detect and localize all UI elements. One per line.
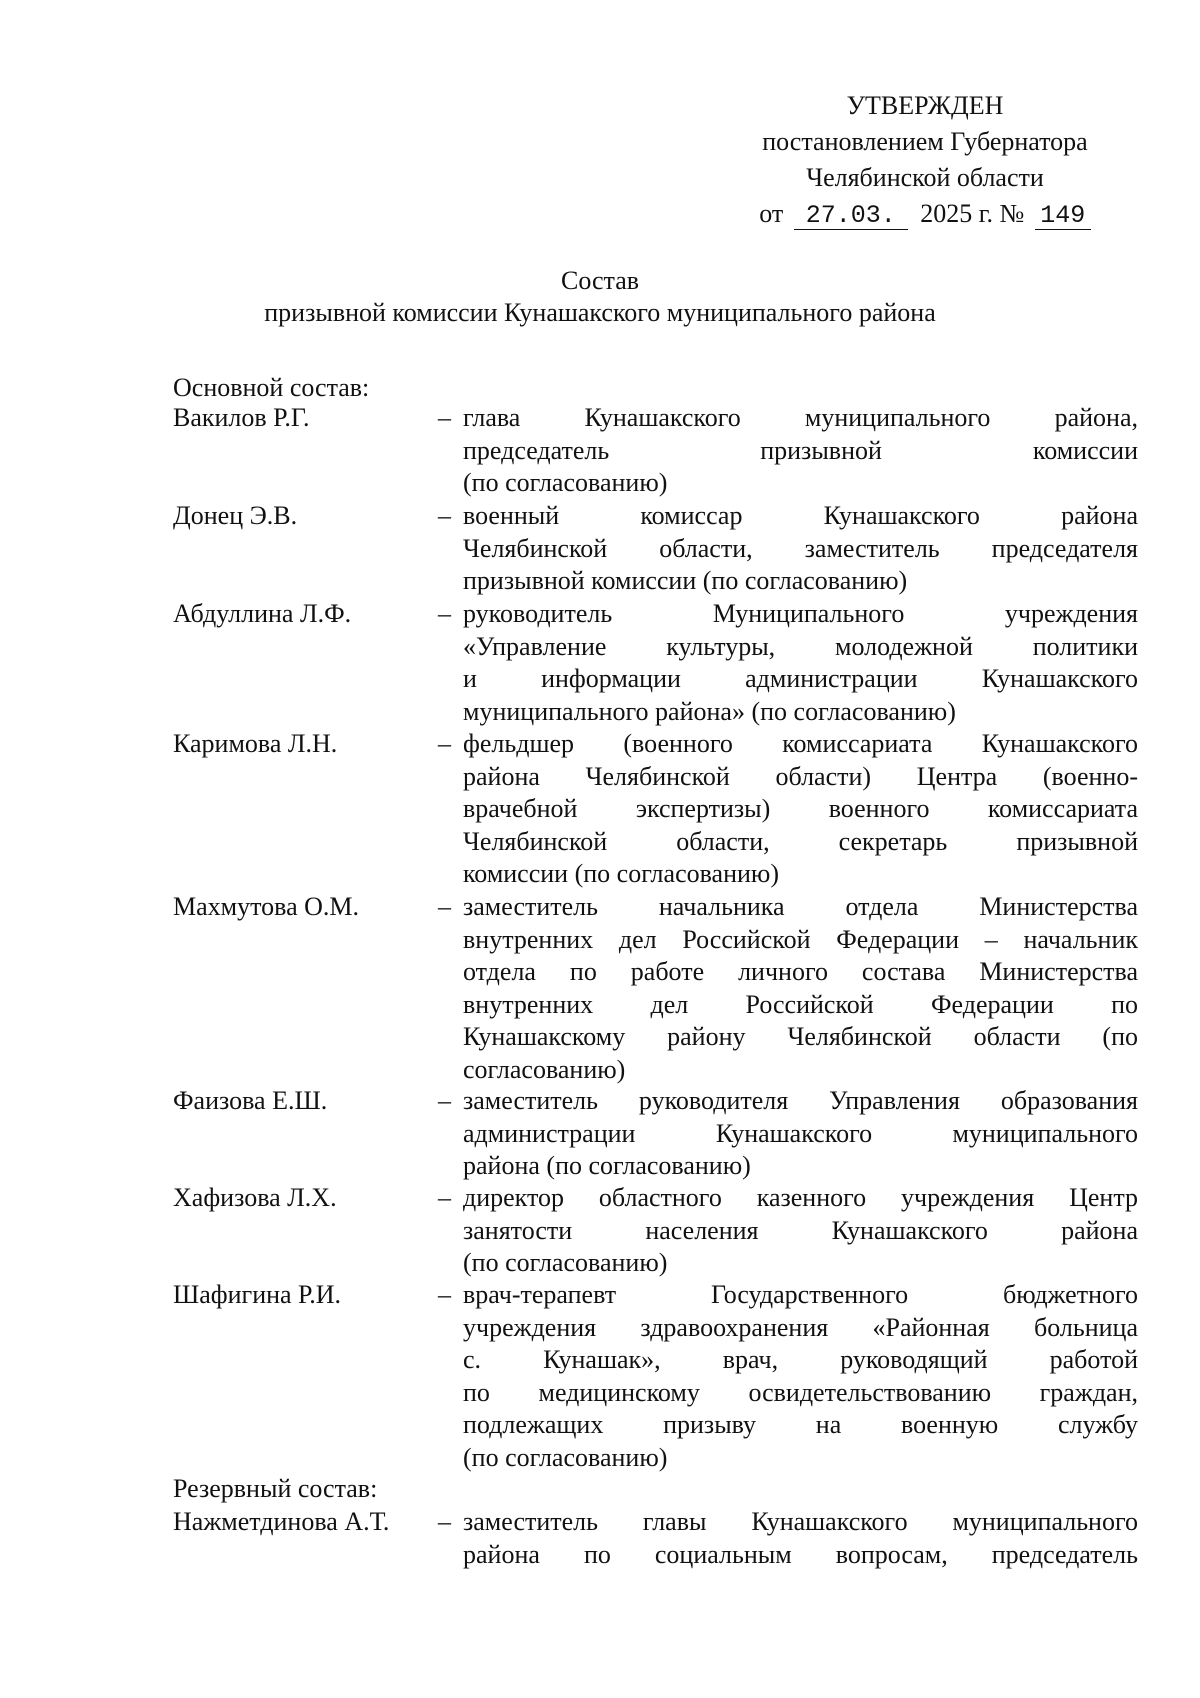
member-dash: –: [438, 1280, 451, 1309]
member-description-line: внутренних дел Российской Федерации – начальник: [463, 924, 1138, 954]
member-description: [463, 728, 1138, 891]
reserve-section-label: Резервный состав:: [173, 1474, 378, 1503]
member-dash: –: [438, 892, 451, 921]
member-description-line: отдела по работе личного состава Министерства: [463, 957, 1138, 986]
member-description-line: внутренних дел Российской Федерации по: [463, 989, 1138, 1019]
member-name: Каримова Л.Н.: [173, 729, 338, 758]
approval-date-prefix: от: [759, 199, 784, 228]
member-description: [463, 500, 1138, 598]
member-description-line: военный комиссар Кунашакского района: [463, 501, 1138, 530]
member-name: Махмутова О.М.: [173, 892, 359, 921]
member-description-line: призывной комиссии (по согласованию): [463, 566, 908, 595]
approval-date: 27.03.: [794, 203, 908, 230]
member-dash: –: [438, 1086, 451, 1115]
member-dash: –: [438, 403, 451, 432]
document-title: [0, 265, 1200, 329]
member-description-line: врач-терапевт Государственного бюджетного: [463, 1280, 1138, 1309]
member-name: Вакилов Р.Г.: [173, 403, 310, 432]
member-name: Хафизова Л.Х.: [173, 1183, 337, 1212]
member-description-line: председатель призывной комиссии: [463, 435, 1138, 465]
member-description-line: Кунашакскому району Челябинской области (по: [463, 1022, 1138, 1051]
title-line-2: призывной комиссии Кунашакского муниципального района: [264, 298, 936, 327]
member-description-line: врачебной экспертизы) военного комиссариата: [463, 794, 1138, 823]
member-description-line: (по согласованию): [463, 1248, 668, 1277]
member-name: Абдуллина Л.Ф.: [173, 599, 352, 628]
approval-year: 2025 г. №: [920, 199, 1025, 228]
member-description-line: фельдшер (военного комиссариата Кунашакского: [463, 729, 1138, 758]
member-description: [463, 891, 1138, 1086]
member-description-line: заместитель главы Кунашакского муниципального: [463, 1507, 1138, 1536]
member-description-line: заместитель руководителя Управления образования: [463, 1086, 1138, 1115]
approval-date-line: [715, 196, 1135, 232]
member-description: [463, 598, 1138, 728]
member-description-line: Челябинской области, секретарь призывной: [463, 826, 1138, 856]
approval-line-2: Челябинской области: [806, 163, 1044, 192]
member-description-line: Челябинской области, заместитель председателя: [463, 533, 1138, 563]
main-section-label: Основной состав:: [173, 373, 370, 402]
member-description-line: с. Кунашак», врач, руководящий работой: [463, 1345, 1138, 1374]
member-description-line: согласованию): [463, 1054, 626, 1084]
member-name: Нажметдинова А.Т.: [173, 1507, 390, 1536]
member-description-line: учреждения здравоохранения «Районная больница: [463, 1312, 1138, 1342]
member-description-line: и информации администрации Кунашакского: [463, 664, 1138, 693]
member-name: Шафигина Р.И.: [173, 1280, 342, 1309]
member-description: [463, 402, 1138, 500]
approval-number: 149: [1035, 203, 1091, 230]
member-name: Донец Э.В.: [173, 501, 298, 530]
member-description-line: директор областного казенного учреждения Центр: [463, 1183, 1138, 1212]
member-description-line: района (по согласованию): [463, 1151, 751, 1180]
member-description-line: (по согласованию): [463, 1442, 668, 1472]
approval-stamp-block: [715, 88, 1135, 232]
member-description-line: района по социальным вопросам, председатель: [463, 1539, 1138, 1569]
member-description-line: занятости населения Кунашакского района: [463, 1215, 1138, 1245]
member-dash: –: [438, 501, 451, 530]
member-description-line: «Управление культуры, молодежной политики: [463, 631, 1138, 661]
member-dash: –: [438, 1507, 451, 1536]
member-description-line: подлежащих призыву на военную службу: [463, 1410, 1138, 1439]
approval-heading: УТВЕРЖДЕН: [846, 91, 1004, 120]
member-description-line: заместитель начальника отдела Министерства: [463, 892, 1138, 921]
member-description-line: руководитель Муниципального учреждения: [463, 599, 1138, 628]
member-description: [463, 1182, 1138, 1280]
member-description: [463, 1085, 1138, 1183]
member-description: [463, 1279, 1138, 1474]
approval-line-1: постановлением Губернатора: [762, 127, 1088, 156]
member-description-line: района Челябинской области) Центра (военно-: [463, 761, 1138, 791]
member-dash: –: [438, 1183, 451, 1212]
member-dash: –: [438, 729, 451, 758]
member-description-line: по медицинскому освидетельствованию граждан,: [463, 1377, 1138, 1407]
member-description-line: администрации Кунашакского муниципального: [463, 1118, 1138, 1148]
member-description-line: комиссии (по согласованию): [463, 859, 779, 888]
member-dash: –: [438, 599, 451, 628]
title-line-1: Состав: [560, 266, 640, 295]
member-description-line: глава Кунашакского муниципального района,: [463, 403, 1138, 432]
member-description-line: муниципального района» (по согласованию): [463, 696, 956, 726]
member-name: Фаизова Е.Ш.: [173, 1086, 328, 1115]
member-description-line: (по согласованию): [463, 468, 668, 497]
member-description: [463, 1506, 1138, 1571]
